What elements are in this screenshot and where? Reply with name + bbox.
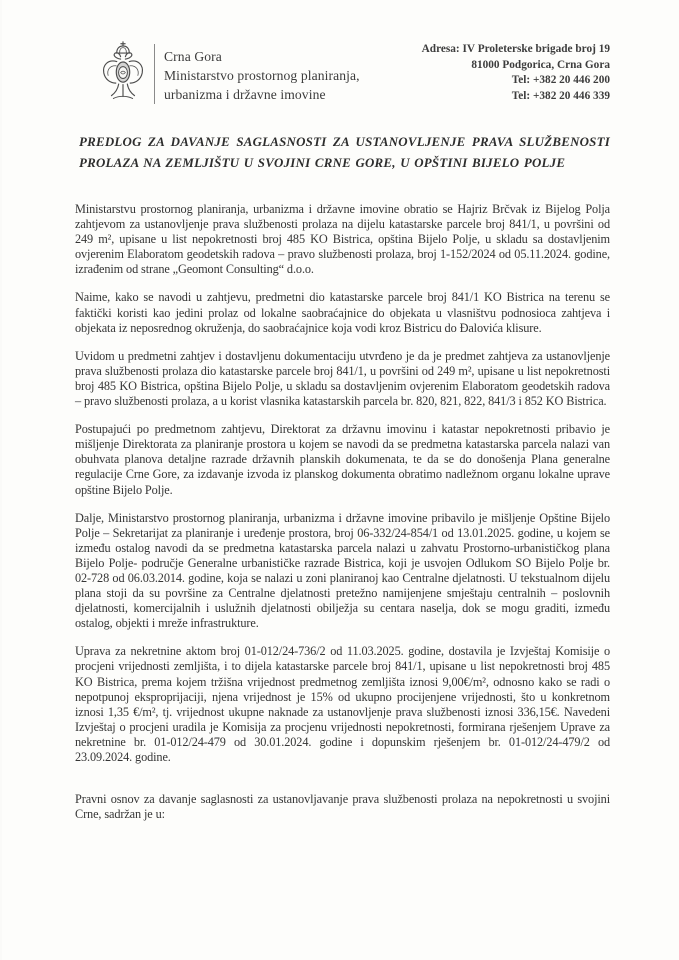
document-title: PREDLOG ZA DAVANJE SAGLASNOSTI ZA USTANOVLJENJE PRAVA SLUŽBENOSTI PROLAZA NA ZEMLJIŠTU U SVOJINI CRNE GORE, U OPŠTINI BIJELO POLJE	[79, 135, 610, 170]
org-country: Crna Gora	[164, 49, 222, 64]
montenegro-coat-of-arms-icon	[99, 40, 147, 108]
letterhead	[99, 40, 610, 108]
paragraph: Uvidom u predmetni zahtjev i dostavljenu dokumentaciju utvrđeno je da je predmet zahtjeva za ustanovljenje prava službenosti prolaza dio katastarske parcele broj 841/1, u površini od 249 m², upisane u list nepokretnosti broj 485 KO Bistrica, opština Bijelo Polje, u skladu sa dostavljenim ovjerenim Elaboratom geodetskih radova – pravo službenosti prolaza, a u korist vlasnika katastarskih parcela br. 820, 821, 822, 841/3 i 852 KO Bistrica.	[75, 348, 610, 409]
letterhead-divider	[154, 44, 155, 104]
address-block	[422, 40, 610, 104]
document-body	[75, 202, 610, 822]
address-line: 81000 Podgorica, Crna Gora	[471, 58, 610, 71]
phone-line: Tel: +382 20 446 339	[511, 89, 610, 102]
paragraph: Uprava za nekretnine aktom broj 01-012/24-736/2 od 11.03.2025. godine, dostavila je Izvještaj Komisije o procjeni vrijednosti zemljišta, i to dijela katastarske parcele broj 841/1, upisane u list nepokretnosti broj 485 KO Bistrica, prema kojem tržišna vrijednost predmetnog zemljišta iznosi 9,00€/m², odnosno kako se radi o nepotpunoj eksproprijaciji, njena vrijednost je 15% od ukupno procijenjene vrijednosti, što u konkretnom iznosi 1,35 €/m², tj. vrijednost ukupne naknade za ustanovljenje prava službenosti iznosi 336,15€. Navedeni Izvještaj o procjeni uradila je Komisija za procjenu vrijednosti nepokretnosti, formirana rješenjem Uprave za nekretnine br. 01-012/24-479 od 30.01.2024. godine i dopunskim rješenjem br. 01-012/24-479/2 od 23.09.2024. godine.	[75, 644, 610, 764]
paragraph: Dalje, Ministarstvo prostornog planiranja, urbanizma i državne imovine pribavilo je mišljenje Opštine Bijelo Polje – Sekretarijat za planiranje i uređenje prostora, broj 06-332/24-854/1 od 13.01.2025. godine, u kojem se između ostalog navodi da se predmetna katastarska parcela nalazi u zahvatu Prostorno-urbanističkog plana Bijelo Polje- područje Generalne urbanističke razrade Bistrica, koji je usvojen Odlukom SO Bijelo Polje br. 02-728 od 06.03.2014. godine, koja se nalazi u zoni planiranoj kao Centralne djelatnosti. U tekstualnom dijelu plana stoji da su površine za Centralne djelatnosti pretežno namijenjene smještaju centralnih – poslovnih djelatnosti, komercijalnih i uslužnih djelatnosti obilježja su centara naselja, dok se mogu graditi, između ostalog, objekti i mreže infrastrukture.	[75, 510, 610, 631]
paragraph-legal-basis: Pravni osnov za davanje saglasnosti za ustanovljavanje prava službenosti prolaza na nepokretnosti u svojini Crne, sadržan je u:	[75, 792, 610, 822]
phone-line: Tel: +382 20 446 200	[511, 74, 610, 86]
paragraph: Naime, kako se navodi u zahtjevu, predmetni dio katastarske parcele broj 841/1 KO Bistrica na terenu se faktički koristi kao jedini prolaz od lokalne saobraćajnice do objekata u vlasništvu podnosioca zahtjeva i objekata iz neposrednog okruženja, do saobraćajnice koja vodi kroz Bistricu do Đalovića klisure.	[75, 290, 610, 335]
paragraph: Postupajući po predmetnom zahtjevu, Direktorat za državnu imovinu i katastar nepokretnosti pribavio je mišljenje Direktorata za planiranje prostora u kojem se navodi da se predmetna katastarska parcela nalazi van obuhvata planova detaljne razrade državnih planskih dokumenata, te da se do donošenja Plana generalne regulacije Crne Gore, za izdavanje izvoda iz planskog dokumenta obratimo nadležnom organu lokalne uprave opštine Bijelo Polje.	[75, 422, 610, 497]
address-line: Adresa: IV Proleterske brigade broj 19	[421, 43, 610, 55]
org-ministry-line1: Ministarstvo prostornog planiranja,	[164, 68, 360, 83]
paragraph: Ministarstvu prostornog planiranja, urbanizma i državne imovine obratio se Hajriz Brčvak iz Bijelog Polja zahtjevom za ustanovljenje prava službenosti prolaza na dijelu katastarske parcele broj 841/1, u površini od 249 m², upisane u list nepokretnosti broj 485 KO Bistrica, opština Bijelo Polje, u skladu sa dostavljenim ovjerenim Elaboratom geodetskih radova – pravo službenosti prolaza, broj 1-152/2024 od 05.11.2024. godine, izrađenim od strane „Geomont Consulting“ d.o.o.	[75, 202, 610, 277]
org-ministry-line2: urbanizma i državne imovine	[164, 87, 326, 102]
ministry-name-block	[164, 40, 360, 104]
